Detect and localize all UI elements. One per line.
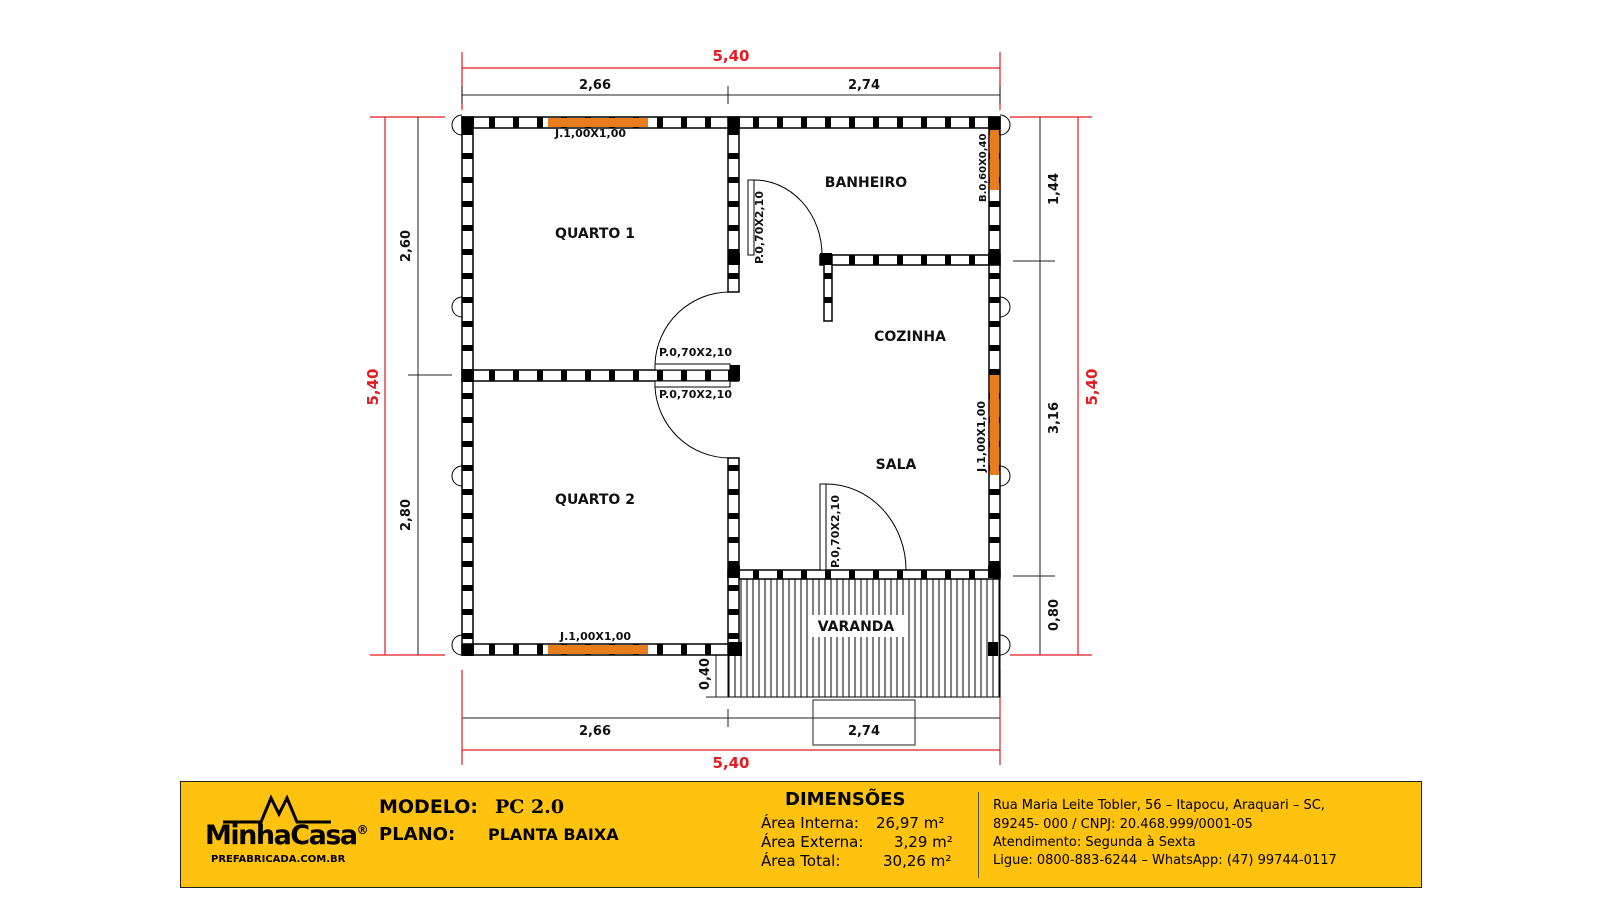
dim-varanda-step-label: 0,40	[698, 657, 713, 691]
dim-top-right-label: 2,74	[847, 78, 881, 93]
room-varanda: VARANDA	[817, 619, 895, 635]
door-quarto1-leaf	[655, 364, 730, 370]
room-quarto2: QUARTO 2	[555, 492, 635, 508]
plano-label: PLANO:	[379, 824, 456, 845]
wall-quarto2-east	[728, 458, 739, 655]
label-p-quarto1: P.0,70X2,10	[659, 346, 732, 359]
opening-labels	[554, 127, 989, 643]
address-line2: 89245- 000 / CNPJ: 20.468.999/0001-05	[993, 817, 1253, 832]
dim-left-top-label: 2,60	[399, 229, 414, 263]
dim-left-partial	[408, 117, 452, 655]
dim-top-total-label: 5,40	[712, 47, 750, 65]
area-total-label: Área Total:	[761, 852, 841, 870]
area-interna-value: 26,97 m²	[876, 814, 945, 832]
label-b-banheiro: B.0,60X0,40	[978, 133, 989, 202]
room-banheiro: BANHEIRO	[824, 175, 908, 191]
dim-bottom-total-label: 5,40	[712, 754, 750, 772]
label-p-banheiro: P.0,70X2,10	[753, 191, 766, 264]
footer-divider	[978, 792, 979, 878]
modelo-value: PC 2.0	[495, 796, 565, 818]
dim-bottom-left-label: 2,66	[578, 724, 612, 739]
room-sala: SALA	[875, 457, 917, 473]
logo-registered: ®	[356, 823, 369, 837]
dim-top-left-label: 2,66	[578, 78, 612, 93]
address-line1: Rua Maria Leite Tobler, 56 – Itapocu, Araquari – SC,	[993, 798, 1325, 813]
wall-banheiro-south	[820, 255, 1000, 265]
contato-text: Ligue: 0800-883-6244 – WhatsApp: (47) 99744-0117	[993, 853, 1337, 868]
door-entrada-leaf	[820, 484, 826, 570]
door-quarto2-leaf	[655, 381, 730, 387]
dim-left-bottom-label: 2,80	[399, 498, 414, 532]
dim-right-bottom-label: 0,80	[1047, 598, 1062, 632]
plano-value: PLANTA BAIXA	[488, 825, 619, 844]
dim-bottom-partial	[462, 700, 1000, 745]
wall-sala-bottom	[728, 570, 1000, 579]
wall-quarto1-east	[728, 117, 739, 292]
dim-right-mid-label: 3,16	[1047, 401, 1062, 435]
dim-top-partial	[462, 86, 1000, 104]
title-block	[180, 781, 1422, 888]
window-banheiro	[990, 130, 999, 190]
dim-right-total-label: 5,40	[1083, 368, 1101, 406]
label-j-quarto2: J.1,00X1,00	[560, 630, 632, 643]
logo-subtitle: PREFABRICADA.COM.BR	[211, 854, 346, 865]
label-j-sala: J.1,00X1,00	[975, 400, 988, 472]
area-total-value: 30,26 m²	[883, 852, 952, 870]
dim-left-total-label: 5,40	[364, 368, 382, 406]
room-cozinha: COZINHA	[874, 329, 946, 345]
area-externa-value: 3,29 m²	[894, 833, 953, 851]
room-quarto1: QUARTO 1	[555, 226, 635, 242]
area-externa-label: Área Externa:	[761, 833, 864, 851]
logo-wordmark	[205, 820, 369, 851]
wall-left	[462, 117, 473, 655]
logo-name: MinhaCasa	[205, 820, 357, 851]
label-j-quarto1: J.1,00X1,00	[555, 127, 627, 140]
wall-between-quartos	[462, 370, 738, 381]
modelo-label: MODELO:	[379, 796, 478, 818]
window-quarto1	[548, 118, 648, 127]
window-sala	[990, 375, 999, 475]
area-interna-label: Área Interna:	[761, 814, 859, 832]
label-p-entrada: P.0,70X2,10	[829, 495, 842, 568]
dim-right-top-label: 1,44	[1047, 172, 1062, 206]
dim-bottom-right-label: 2,74	[847, 724, 881, 739]
label-p-quarto2: P.0,70X2,10	[659, 388, 732, 401]
atendimento-text: Atendimento: Segunda à Sexta	[993, 835, 1196, 850]
window-quarto2	[548, 645, 648, 654]
dimensoes-title: DIMENSÕES	[785, 789, 906, 810]
